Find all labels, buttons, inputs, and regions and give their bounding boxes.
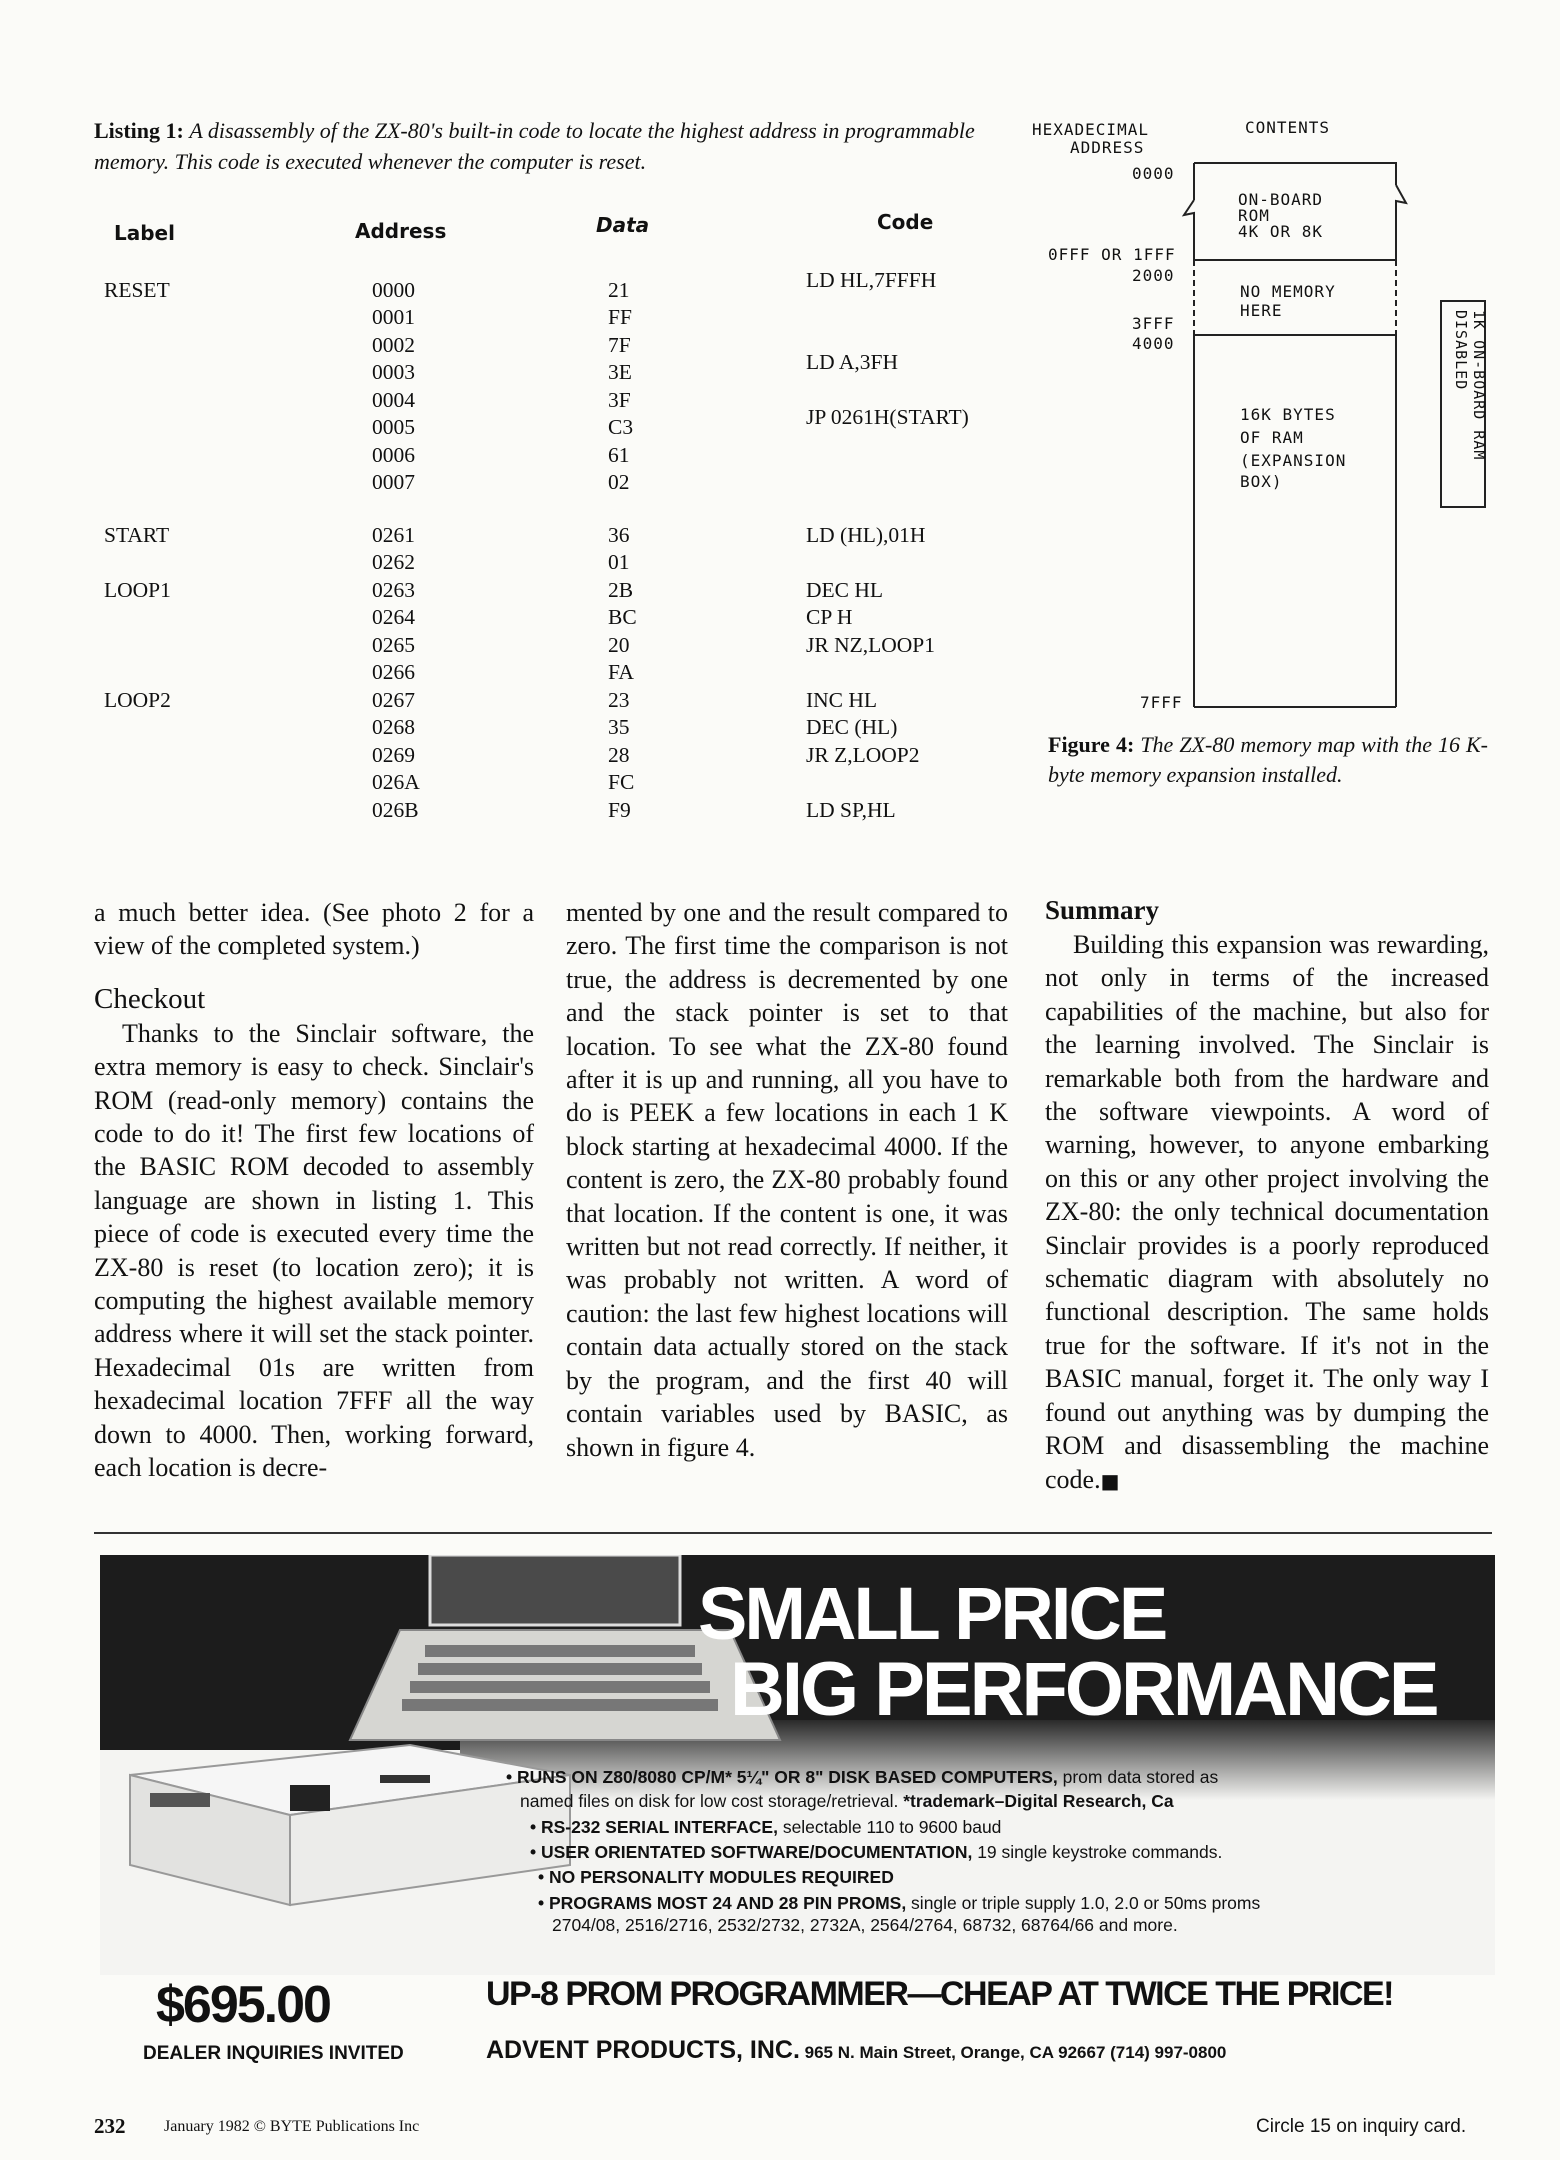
figure-caption (1048, 730, 1488, 790)
fig-addr-0000: 0000 (1132, 164, 1175, 183)
ad-top-rule (94, 1532, 1492, 1534)
fig-addr-3fff: 3FFF (1132, 314, 1175, 333)
fig-addr-2000: 2000 (1132, 266, 1175, 285)
listing-caption (94, 115, 1014, 177)
listing-cell-address: 0269 (372, 743, 415, 767)
fig-side-label-line1: 1K ON-BOARD RAM (1470, 310, 1488, 461)
listing-cell-data: 35 (608, 715, 630, 739)
ad-bullet-5-bold: • PROGRAMS MOST 24 AND 28 PIN PROMS, (538, 1893, 907, 1913)
listing-cell-code: DEC HL (806, 578, 884, 602)
fig-nomem-line2: HERE (1240, 301, 1283, 320)
listing-cell-data: C3 (608, 415, 634, 439)
fig-rom-line2: ROM (1238, 206, 1270, 225)
summary-heading: Summary (1045, 895, 1159, 925)
listing-cell-data: 20 (608, 633, 630, 657)
listing-cell-code: JR Z,LOOP2 (806, 743, 920, 767)
listing-cell-code: LD A,3FH (806, 350, 898, 374)
listing-cell-code: JP 0261H(START) (806, 405, 969, 429)
ad-bullet-1-line2-text: named files on disk for low cost storage/retrieval. (520, 1791, 904, 1811)
ad-bullet-4-bold: • NO PERSONALITY MODULES REQUIRED (538, 1867, 894, 1887)
listing-cell-address: 026A (372, 770, 420, 794)
listing-cell-data: 3F (608, 388, 631, 412)
advertisement (100, 1555, 1495, 1975)
listing-cell-address: 0001 (372, 305, 415, 329)
listing-cell-data: 01 (608, 550, 630, 574)
listing-header-code: Code (877, 210, 934, 234)
ad-headline-line2: BIG PERFORMANCE (730, 1647, 1437, 1732)
article-column-2 (566, 896, 1008, 1464)
listing-cell-code: INC HL (806, 688, 878, 712)
listing-cell-address: 0261 (372, 523, 415, 547)
ad-bullet-5-line2: 2704/08, 2516/2716, 2532/2732, 2732A, 2564/2764, 68732, 68764/66 and more. (552, 1915, 1178, 1935)
listing-cell-address: 0000 (372, 278, 415, 302)
ad-trademark: *trademark–Digital Research, Ca (903, 1791, 1174, 1811)
ad-company-name: ADVENT PRODUCTS, INC. (486, 2036, 800, 2064)
listing-cell-code: LD (HL),01H (806, 523, 926, 547)
listing-cell-code: LD HL,7FFFH (806, 268, 937, 292)
figure-caption-text: The ZX-80 memory map with the 16 K-byte memory expansion installed. (1048, 732, 1489, 787)
ad-bullet-5-rest: single or triple supply 1.0, 2.0 or 50ms proms (906, 1893, 1261, 1913)
ad-dealer-text: DEALER INQUIRIES INVITED (143, 2043, 404, 2064)
fig-addr-7fff: 7FFF (1140, 693, 1183, 712)
footer-circle-inquiry: Circle 15 on inquiry card. (1256, 2116, 1467, 2137)
listing-header-data: Data (596, 213, 650, 237)
listing-header-address: Address (355, 219, 447, 243)
ad-bullet-4 (538, 1865, 894, 1889)
fig-rom-line3: 4K OR 8K (1238, 222, 1324, 241)
ad-bullet-2-rest: selectable 110 to 9600 baud (777, 1817, 1002, 1837)
fig-ram-line2: OF RAM (1240, 428, 1304, 447)
listing-cell-label: START (104, 523, 170, 547)
listing-cell-code: JR NZ,LOOP1 (806, 633, 936, 657)
fig-header-address: HEXADECIMAL (1032, 120, 1149, 139)
article-column-1 (94, 896, 534, 1485)
ad-company-line (486, 2036, 1226, 2065)
listing-cell-data: F9 (608, 798, 631, 822)
col1-paragraph-2: Thanks to the Sinclair software, the extra memory is easy to check. Sinclair's ROM (read-only memory) contains the code to do it! The first few locations of the BASIC ROM decoded to assembly language are shown in listing 1. This piece of code is executed every time the ZX-80 is reset (to location zero); it is computing the highest available memory address where it will set the stack pointer. Hexadecimal 01s are written from hexadecimal location 7FFF all the way down to 4000. Then, working forward, each location is decre- (94, 1018, 534, 1483)
col3-paragraph-1 (1045, 928, 1489, 1498)
ad-company-address: 965 N. Main Street, Orange, CA 92667 (714) 997-0800 (799, 2043, 1227, 2062)
listing-cell-data: 2B (608, 578, 634, 602)
listing-cell-label: LOOP1 (104, 578, 171, 602)
ad-bullet-2-bold: • RS-232 SERIAL INTERFACE, (530, 1817, 778, 1837)
listing-cell-data: FC (608, 770, 635, 794)
listing-cell-address: 0003 (372, 360, 415, 384)
ad-bullet-3-rest: 19 single keystroke commands. (972, 1842, 1223, 1862)
listing-cell-code: DEC (HL) (806, 715, 898, 739)
fig-side-label-box (1440, 300, 1486, 508)
listing-cell-label: RESET (104, 278, 170, 302)
col1-paragraph-1: a much better idea. (See photo 2 for a view of the completed system.) (94, 898, 534, 961)
listing-cell-address: 0268 (372, 715, 415, 739)
ad-bullet-1-bold: • RUNS ON Z80/8080 CP/M* 5¼" OR 8" DISK BASED COMPUTERS, (506, 1767, 1058, 1787)
ad-bullet-1-rest: prom data stored as (1057, 1767, 1219, 1787)
fig-side-label-line2: DISABLED (1452, 310, 1470, 391)
ad-headline-line1: SMALL PRICE (698, 1572, 1166, 1655)
fig-nomem-line1: NO MEMORY (1240, 282, 1336, 301)
listing-cell-data: 28 (608, 743, 630, 767)
ad-product-line: UP-8 PROM PROGRAMMER—CHEAP AT TWICE THE PRICE! (486, 1975, 1393, 2013)
listing-cell-data: 23 (608, 688, 630, 712)
ad-bullet-3 (530, 1840, 1222, 1864)
listing-cell-code: CP H (806, 605, 853, 629)
listing-cell-address: 0004 (372, 388, 415, 412)
listing-cell-data: 21 (608, 278, 630, 302)
end-mark: ■ (1100, 1468, 1120, 1493)
fig-addr-4000: 4000 (1132, 334, 1175, 353)
listing-cell-data: 36 (608, 523, 630, 547)
listing-cell-data: 02 (608, 470, 630, 494)
listing-cell-address: 0262 (372, 550, 415, 574)
article-column-3 (1045, 892, 1489, 1498)
ad-bullet-3-bold: • USER ORIENTATED SOFTWARE/DOCUMENTATION, (530, 1842, 973, 1862)
listing-cell-data: 7F (608, 333, 631, 357)
fig-ram-line3: (EXPANSION (1240, 451, 1347, 470)
figure-caption-label: Figure 4: (1048, 732, 1135, 757)
ad-bullet-1 (506, 1765, 1218, 1789)
col3-paragraph-text: Building this expansion was rewarding, not only in terms of the increased capabilities of the machine, but also for the learning involved. The Sinclair is remarkable both from the hardware and the software viewpoints. A word of warning, however, to anyone embarking on this or any other project involving the ZX-80: the only technical documentation Sinclair provides is a poorly reproduced schematic diagram with absolutely no functional description. The same holds true for the software. If it's not in the BASIC manual, forget it. The only way I found out anything was by dumping the ROM and disassembling the machine code. (1045, 930, 1489, 1494)
fig-addr-0fff: 0FFF OR 1FFF (1048, 245, 1176, 264)
col2-paragraph-1: mented by one and the result compared to zero. The first time the comparison is not true, the address is decremented by one and the stack pointer is set to that location. To see what the ZX-80 found after it is up and running, all you have to do is PEEK a few locations in each 1 K block starting at hexadecimal 4000. If the content is zero, the ZX-80 probably found that location. If the content is one, it was written but not read correctly. If neither, it was probably not written. A word of caution: the last few highest locations will contain data actually stored on the stack by the program, and the first 40 will contain variables used by BASIC, as shown in figure 4. (566, 898, 1008, 1462)
ad-bullet-2 (530, 1815, 1001, 1839)
listing-caption-label: Listing 1: (94, 118, 184, 143)
listing-header-label: Label (114, 221, 175, 245)
ad-bullet-1-line2 (520, 1789, 1174, 1813)
fig-ram-line1: 16K BYTES (1240, 405, 1336, 424)
listing-cell-address: 0263 (372, 578, 415, 602)
listing-cell-address: 0005 (372, 415, 415, 439)
fig-rom-line1: ON-BOARD (1238, 190, 1324, 209)
ad-bullet-5 (538, 1891, 1260, 1915)
footer-issue: January 1982 © BYTE Publications Inc (164, 2118, 420, 2135)
listing-cell-address: 0267 (372, 688, 415, 712)
page-number: 232 (94, 2114, 126, 2138)
listing-cell-data: FF (608, 305, 632, 329)
fig-header-contents: CONTENTS (1245, 118, 1331, 137)
checkout-heading: Checkout (94, 982, 206, 1015)
listing-cell-data: BC (608, 605, 637, 629)
fig-ram-line4: BOX) (1240, 472, 1283, 491)
listing-cell-data: 61 (608, 443, 630, 467)
listing-cell-address: 0266 (372, 660, 415, 684)
listing-cell-data: 3E (608, 360, 632, 384)
listing-cell-label: LOOP2 (104, 688, 171, 712)
listing-cell-address: 0265 (372, 633, 415, 657)
listing-cell-data: FA (608, 660, 634, 684)
listing-caption-text: A disassembly of the ZX-80's built-in code to locate the highest address in programmable memory. This code is executed whenever the computer is reset. (94, 118, 975, 174)
ad-price: $695.00 (156, 1976, 330, 2034)
fig-header-address2: ADDRESS (1070, 138, 1145, 157)
listing-cell-address: 0006 (372, 443, 415, 467)
listing-cell-address: 0264 (372, 605, 415, 629)
listing-cell-address: 0007 (372, 470, 415, 494)
listing-cell-code: LD SP,HL (806, 798, 896, 822)
listing-cell-address: 026B (372, 798, 419, 822)
listing-cell-address: 0002 (372, 333, 415, 357)
